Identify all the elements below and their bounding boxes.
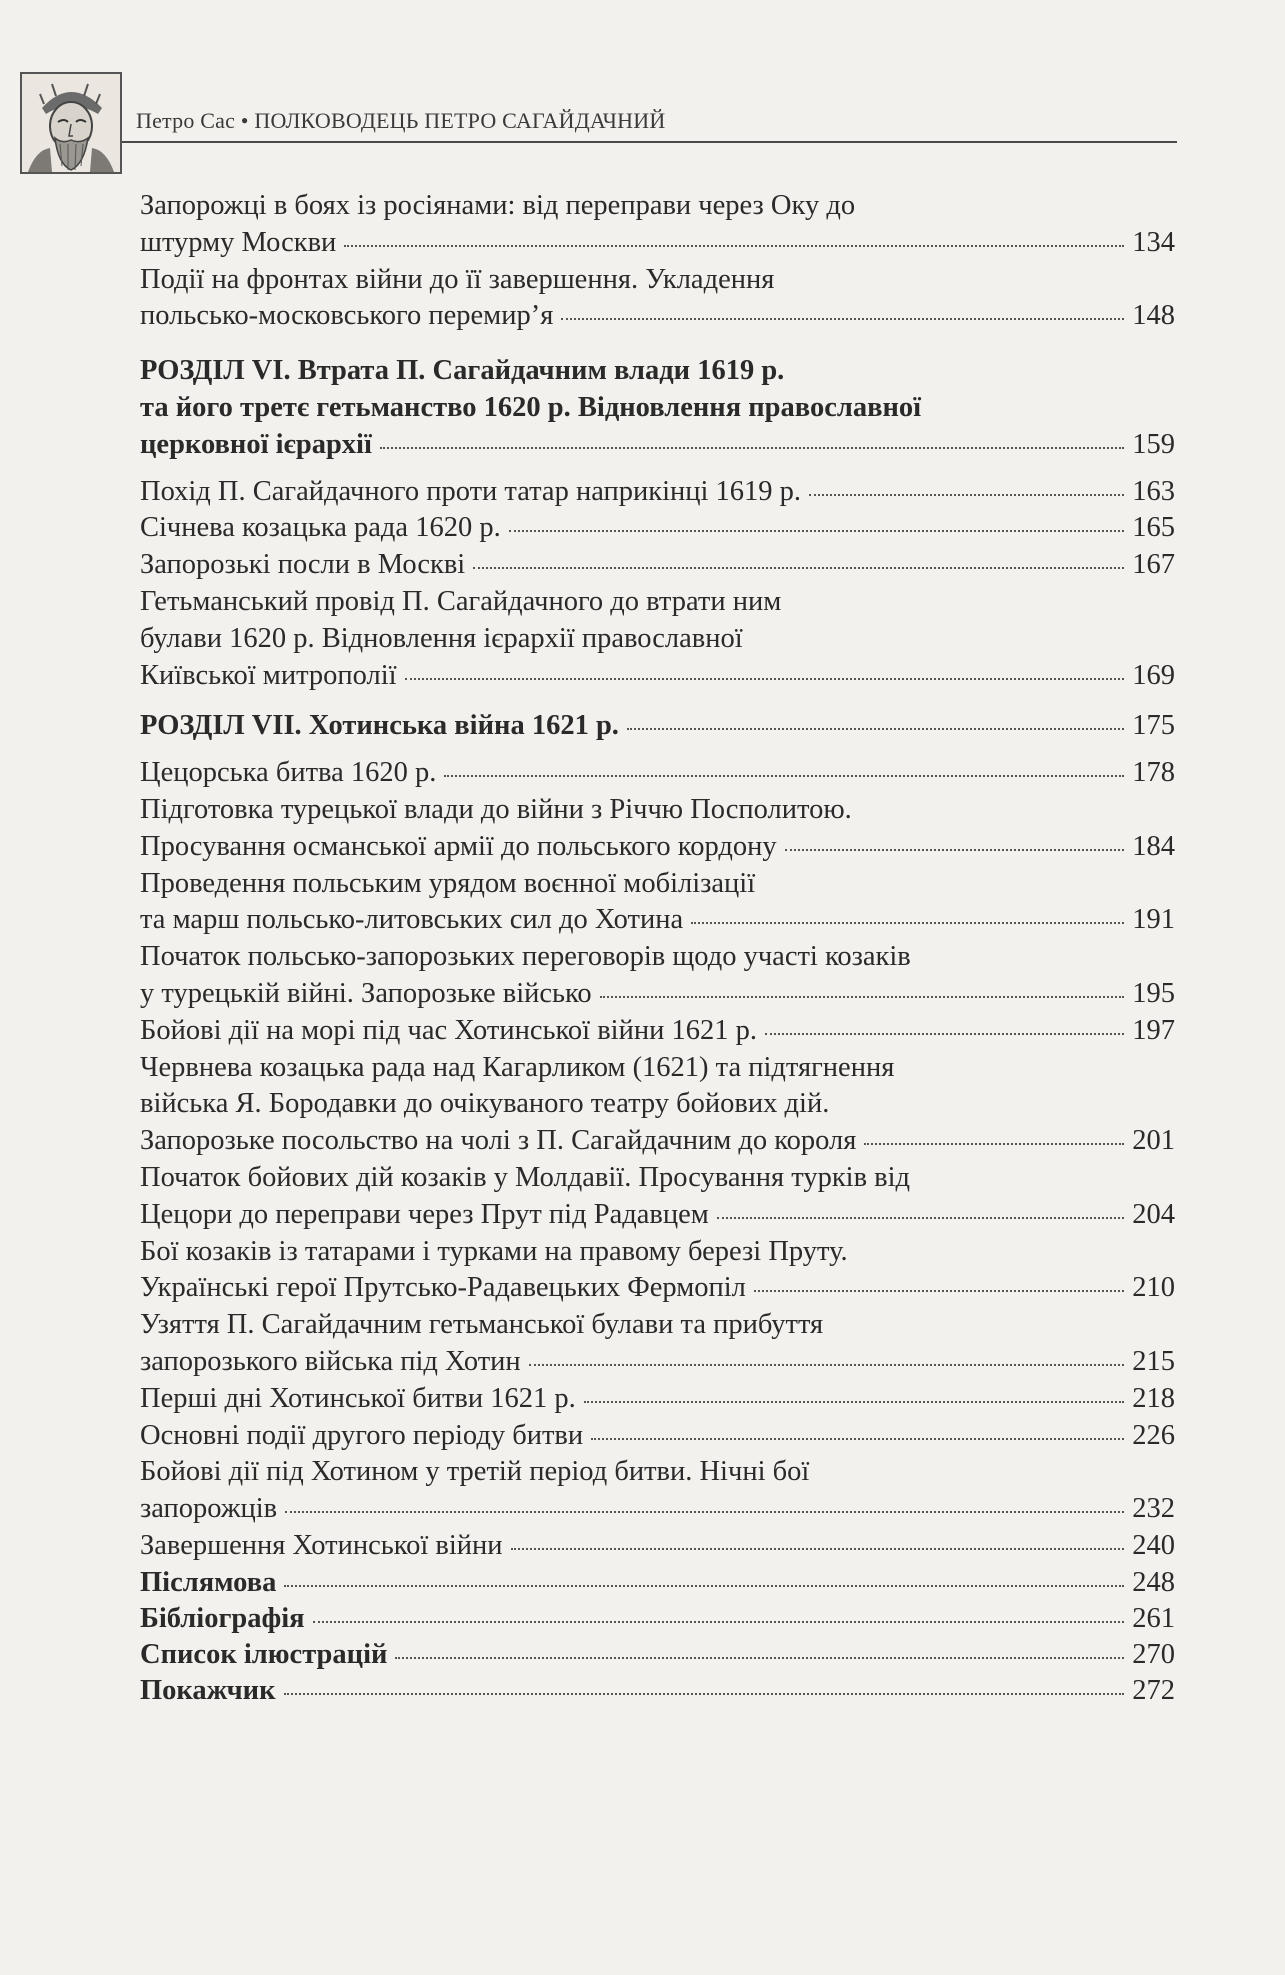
- toc-page-number: 148: [1132, 300, 1175, 332]
- toc-entry: [140, 1418, 1175, 1455]
- toc-page-number: 175: [1132, 710, 1175, 742]
- dot-leader: [691, 922, 1124, 924]
- toc-page-number: 165: [1132, 512, 1175, 544]
- portrait-icon: [22, 74, 120, 172]
- toc-section-heading: [140, 353, 1175, 463]
- dot-leader: [765, 1033, 1124, 1035]
- toc-page-number: 204: [1132, 1198, 1175, 1230]
- toc-page-number: 201: [1132, 1125, 1175, 1157]
- toc-page-number: 226: [1132, 1419, 1175, 1451]
- toc-entry-title-line: Основні події другого періоду битви: [140, 1419, 584, 1451]
- toc-entry-title-line: Цецори до переправи через Прут під Радавцем: [140, 1198, 709, 1230]
- toc-entry-title-line: Запорозьке посольство на чолі з П. Сагайдачним до короля: [140, 1125, 857, 1157]
- toc-page-number: 178: [1132, 757, 1175, 789]
- table-of-contents: [140, 188, 1175, 1709]
- toc-page-number: 240: [1132, 1529, 1175, 1561]
- toc-page-number: 191: [1132, 904, 1175, 936]
- toc-entry-title-line: Бібліографія: [140, 1602, 305, 1634]
- toc-entry-title-line: Перші дні Хотинської битви 1621 р.: [140, 1382, 576, 1414]
- toc-entry: [140, 1454, 1175, 1528]
- toc-page-number: 248: [1132, 1566, 1175, 1598]
- portrait-engraving-image: [20, 72, 122, 174]
- toc-entry-title-line: Покажчик: [140, 1674, 276, 1706]
- toc-page-number: 261: [1132, 1602, 1175, 1634]
- dot-leader: [754, 1290, 1124, 1292]
- toc-entry-title-line: Список ілюстрацій: [140, 1638, 388, 1670]
- toc-entry-title-line: Бойові дії на морі під час Хотинської війни 1621 р.: [140, 1014, 757, 1046]
- toc-entry-title-line: та марш польсько-литовських сил до Хотина: [140, 904, 684, 936]
- dot-leader: [380, 447, 1124, 449]
- toc-entry-title-line: Запорожці в боях із росіянами: від переправи через Оку до: [140, 190, 856, 221]
- dot-leader: [529, 1364, 1125, 1366]
- toc-page-number: 270: [1132, 1638, 1175, 1670]
- toc-entry-title-line: у турецькій війні. Запорозьке військо: [140, 977, 592, 1009]
- toc-page-number: 215: [1132, 1345, 1175, 1377]
- toc-entry: [140, 1565, 1175, 1601]
- toc-entry: [140, 866, 1175, 940]
- dot-leader: [284, 1693, 1125, 1695]
- toc-page-number: 184: [1132, 830, 1175, 862]
- toc-entry: [140, 1050, 1175, 1160]
- toc-entry-title-line: запорожців: [140, 1493, 278, 1525]
- toc-entry: [140, 584, 1175, 694]
- toc-page-number: 218: [1132, 1382, 1175, 1414]
- dot-leader: [511, 1548, 1125, 1550]
- toc-entry: [140, 1160, 1175, 1234]
- toc-page-number: 163: [1132, 475, 1175, 507]
- header-title: ПОЛКОВОДЕЦЬ ПЕТРО САГАЙДАЧНИЙ: [254, 108, 666, 133]
- dot-leader: [864, 1143, 1124, 1145]
- toc-entry: [140, 1013, 1175, 1050]
- toc-entry-title-line: Червнева козацька рада над Кагарликом (1621) та підтягнення: [140, 1051, 895, 1083]
- toc-entry-title-line: Завершення Хотинської війни: [140, 1529, 503, 1561]
- toc-entry: [140, 1381, 1175, 1418]
- toc-entry-title-line: Початок польсько-запорозьких переговорів щодо участі козаків: [140, 941, 911, 973]
- toc-entry: [140, 1601, 1175, 1637]
- dot-leader: [717, 1217, 1124, 1219]
- toc-entry-title-line: штурму Москви: [140, 226, 337, 258]
- toc-entry-title-line: Узяття П. Сагайдачним гетьманської булави та прибуття: [140, 1309, 824, 1341]
- dot-leader: [591, 1438, 1124, 1440]
- header-author: Петро Сас: [136, 108, 236, 133]
- toc-page-number: 210: [1132, 1272, 1175, 1304]
- toc-entry-title-line: польсько-московського перемир’я: [140, 300, 554, 332]
- toc-entry-title-line: війська Я. Бородавки до очікуваного театру бойових дій.: [140, 1088, 830, 1120]
- toc-entry-title-line: Бої козаків із татарами і турками на правому березі Пруту.: [140, 1235, 848, 1267]
- dot-leader: [584, 1401, 1124, 1403]
- toc-page-number: 159: [1132, 428, 1175, 460]
- toc-entry-title-line: Бойові дії під Хотином у третій період битви. Нічні бої: [140, 1456, 810, 1488]
- toc-entry-title-line: Підготовка турецької влади до війни з Річчю Посполитою.: [140, 793, 852, 825]
- toc-entry-title-line: Запорозькі посли в Москві: [140, 549, 466, 581]
- dot-leader: [473, 567, 1124, 569]
- toc-entry-title-line: Січнева козацька рада 1620 р.: [140, 512, 501, 544]
- toc-page-number: 167: [1132, 549, 1175, 581]
- dot-leader: [785, 849, 1125, 851]
- toc-entry-title-line: церковної ієрархії: [140, 428, 372, 460]
- toc-entry-title-line: булави 1620 р. Відновлення ієрархії православної: [140, 622, 743, 654]
- toc-entry: [140, 1637, 1175, 1673]
- dot-leader: [395, 1657, 1124, 1659]
- dot-leader: [600, 996, 1125, 998]
- toc-entry-title-line: Проведення польським урядом воєнної мобілізації: [140, 867, 756, 899]
- header-divider: [122, 141, 1177, 143]
- toc-entry: [140, 262, 1175, 336]
- toc-entry-title-line: та його третє гетьманство 1620 р. Відновлення православної: [140, 391, 922, 423]
- dot-leader: [285, 1511, 1124, 1513]
- dot-leader: [561, 318, 1124, 320]
- toc-entry-title-line: Події на фронтах війни до її завершення. Укладення: [140, 263, 775, 295]
- toc-entry: [140, 474, 1175, 511]
- toc-entry-title-line: РОЗДІЛ VII. Хотинська війна 1621 р.: [140, 710, 619, 742]
- dot-leader: [809, 494, 1124, 496]
- toc-entry: [140, 1307, 1175, 1381]
- dot-leader: [284, 1585, 1124, 1587]
- toc-entry-title-line: Цецорська битва 1620 р.: [140, 757, 437, 789]
- toc-entry: [140, 1234, 1175, 1308]
- header-separator: •: [240, 108, 249, 133]
- toc-page-number: 134: [1132, 226, 1175, 258]
- toc-section-heading: [140, 708, 1175, 745]
- running-header: [136, 108, 1176, 134]
- toc-page-number: 169: [1132, 659, 1175, 691]
- dot-leader: [509, 530, 1125, 532]
- toc-entry-title-line: Київської митрополії: [140, 659, 397, 691]
- toc-page-number: 272: [1132, 1674, 1175, 1706]
- dot-leader: [344, 245, 1124, 247]
- toc-entry-title-line: Початок бойових дій козаків у Молдавії. Просування турків від: [140, 1161, 911, 1193]
- toc-entry: [140, 755, 1175, 792]
- toc-page-number: 197: [1132, 1014, 1175, 1046]
- toc-entry-title-line: РОЗДІЛ VI. Втрата П. Сагайдачним влади 1619 р.: [140, 355, 785, 387]
- toc-entry: [140, 1673, 1175, 1709]
- toc-entry-title-line: Українські герої Прутсько-Радавецьких Фермопіл: [140, 1272, 746, 1304]
- dot-leader: [313, 1621, 1125, 1623]
- toc-entry: [140, 792, 1175, 866]
- toc-entry-title-line: Похід П. Сагайдачного проти татар наприкінці 1619 р.: [140, 475, 802, 507]
- toc-entry-title-line: Просування османської армії до польського кордону: [140, 830, 777, 862]
- toc-entry: [140, 510, 1175, 547]
- dot-leader: [444, 775, 1124, 777]
- toc-entry: [140, 939, 1175, 1013]
- toc-entry: [140, 547, 1175, 584]
- toc-entry: [140, 1528, 1175, 1565]
- toc-entry-title-line: Гетьманський провід П. Сагайдачного до втрати ним: [140, 585, 782, 617]
- toc-entry-title-line: Післямова: [140, 1566, 277, 1598]
- dot-leader: [627, 728, 1124, 730]
- toc-page-number: 195: [1132, 977, 1175, 1009]
- toc-entry: [140, 188, 1175, 262]
- toc-entry-title-line: запорозького війська під Хотин: [140, 1345, 521, 1377]
- toc-page-number: 232: [1132, 1493, 1175, 1525]
- dot-leader: [405, 678, 1125, 680]
